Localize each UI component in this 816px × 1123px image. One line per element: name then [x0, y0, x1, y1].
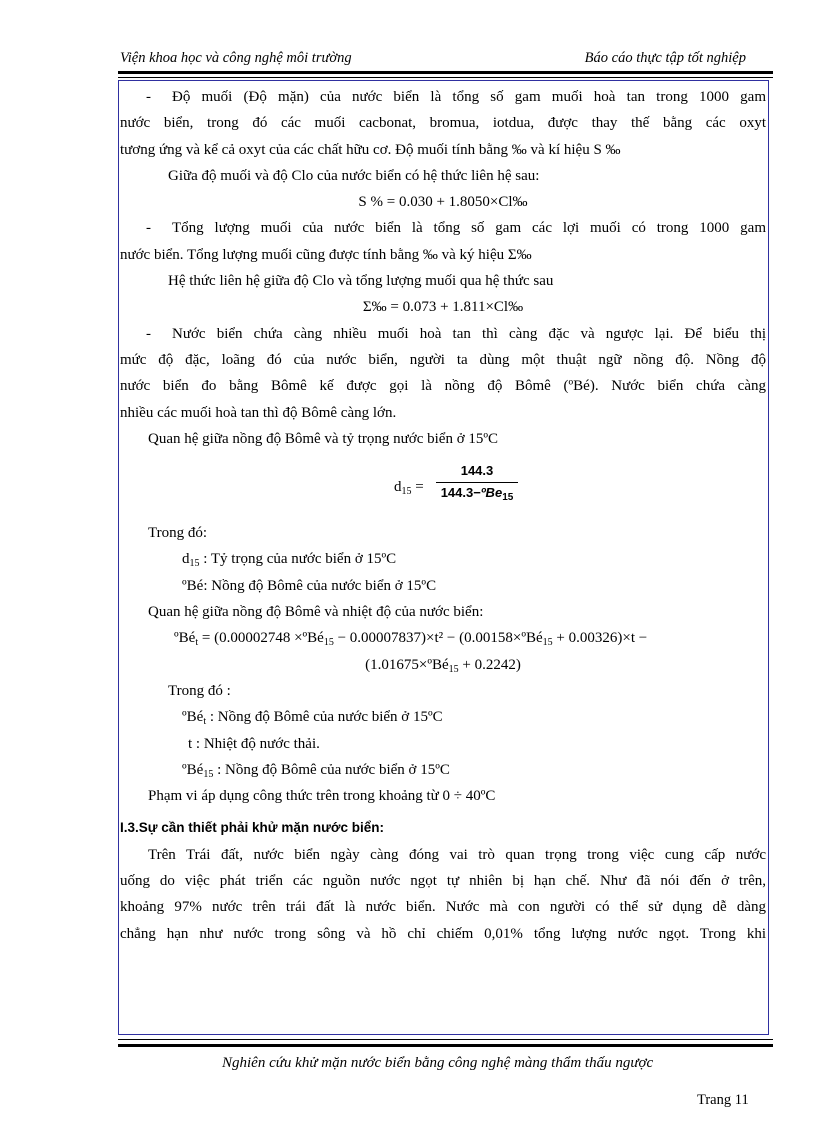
paragraph-baume-line2: mức độ đặc, loãng đó của nước biển, người ta dùng một thuật ngữ nồng độ. Nồng độ: [120, 351, 766, 368]
paragraph-salinity-line3: tương ứng và kể cả oxyt của các chất hữu cơ. Độ muối tính bằng ‰ và kí hiệu S ‰: [120, 141, 621, 158]
label-where-1: Trong đó:: [148, 525, 208, 542]
paragraph-total-salt-line1: - Tổng lượng muối của nước biển là tổng số gam các lợi muối có trong 1000 gam: [146, 220, 766, 237]
formula-salinity: S % = 0.030 + 1.8050×Cl‰: [358, 194, 528, 211]
fraction: [436, 462, 518, 503]
paragraph-salinity-line2: nước biển, trong đó các muối cacbonat, bromua, iotdua, được thay thế bằng các oxyt: [120, 115, 766, 132]
paragraph-total-salt-relation: Hệ thức liên hệ giữa độ Clo và tổng lượng muối qua hệ thức sau: [168, 273, 554, 290]
paragraph-baume-temperature-relation: Quan hệ giữa nồng độ Bômê và nhiệt độ của nước biển:: [148, 604, 484, 621]
paragraph-baume-density-relation: Quan hệ giữa nồng độ Bômê và tỷ trọng nước biển ở 15ºC: [148, 430, 499, 447]
paragraph-application-range: Phạm vi áp dụng công thức trên trong khoảng từ 0 ÷ 40ºC: [148, 788, 496, 805]
formula-baume-temperature-line2: (1.01675×ºBé$_{15}$ + 0.2242): [365, 656, 521, 675]
paragraph-necessity-line4: chẳng hạn như nước trong sông và hồ chỉ chiếm 0,01% tổng lượng nước ngọt. Trong khi: [120, 925, 766, 942]
definition-be-t: ºBé$_t$ : Nồng độ Bômê của nước biển ở 15ºC: [182, 709, 443, 728]
definition-t: t : Nhiệt độ nước thải.: [188, 735, 320, 752]
paragraph-necessity-line1: Trên Trái đất, nước biển ngày càng đóng vai trò quan trọng trong việc cung cấp nước: [148, 846, 766, 863]
footer-rule-thin: [118, 1039, 773, 1040]
label-where-2: Trong đó :: [168, 682, 231, 699]
fraction-numerator: 144.3: [436, 462, 518, 483]
header-rule-thin: [118, 77, 773, 78]
definition-d15: $d_{15}$ : Tỷ trọng của nước biển ở 15ºC: [182, 551, 397, 570]
paragraph-salinity-chlorine-relation: Giữa độ muối và độ Clo của nước biển có hệ thức liên hệ sau:: [168, 167, 540, 184]
paragraph-baume-line4: nhiều các muối hoà tan thì độ Bômê càng lớn.: [120, 404, 397, 421]
formula-baume-temperature-line1: ºBé$_t$ = (0.00002748 ×ºBé$_{15}$ − 0.00007837)×t² − (0.00158×ºBé$_{15}$ + 0.00326)×t −: [174, 630, 648, 649]
page-number: Trang 11: [697, 1092, 749, 1108]
paragraph-necessity-line2: uống do việc phát triển các nguồn nước ngọt tự nhiên bị hạn chế. Như đã nói đến ở trên,: [120, 873, 766, 890]
section-heading: I.3.Sự cần thiết phải khử mặn nước biển:: [120, 820, 384, 836]
paragraph-salinity-line1: - Độ muối (Độ mặn) của nước biển là tổng số gam muối hoà tan trong 1000 gam: [146, 89, 766, 105]
header-left: Viện khoa học và công nghệ môi trường: [120, 50, 352, 66]
paragraph-total-salt-line2: nước biển. Tổng lượng muối cũng được tính bằng ‰ và ký hiệu Σ‰: [120, 246, 532, 263]
footer-rule-thick: [118, 1044, 773, 1047]
paragraph-necessity-line3: khoảng 97% nước trên trái đất là nước biển. Nước mà con người có thể sử dụng dễ dàng: [120, 899, 766, 916]
definition-be: ºBé: Nồng độ Bômê của nước biển ở 15ºC: [182, 577, 437, 594]
definition-be-15: ºBé$_{15}$ : Nồng độ Bômê của nước biển ở 15ºC: [182, 761, 450, 780]
header-rule-thick: [118, 71, 773, 74]
paragraph-baume-line1: - Nước biển chứa càng nhiều muối hoà tan thì càng đặc và ngược lại. Để biểu thị: [146, 325, 766, 342]
footer-title: Nghiên cứu khử mặn nước biển bằng công nghệ màng thẩm thấu ngược: [222, 1055, 654, 1071]
paragraph-baume-line3: nước biển đo bằng Bômê kế được gọi là nồng độ Bômê (ºBé). Nước biển chứa càng: [120, 378, 766, 395]
formula-density: $d_{15}$ = 144.3 144.3−ºBe$_{15}$: [120, 456, 766, 514]
header-right: Báo cáo thực tập tốt nghiệp: [584, 50, 746, 66]
page-content: [120, 84, 766, 947]
formula-total-salt: Σ‰ = 0.073 + 1.811×Cl‰: [362, 299, 524, 316]
fraction-denominator: 144.3−ºBe$_{15}$: [440, 485, 514, 504]
